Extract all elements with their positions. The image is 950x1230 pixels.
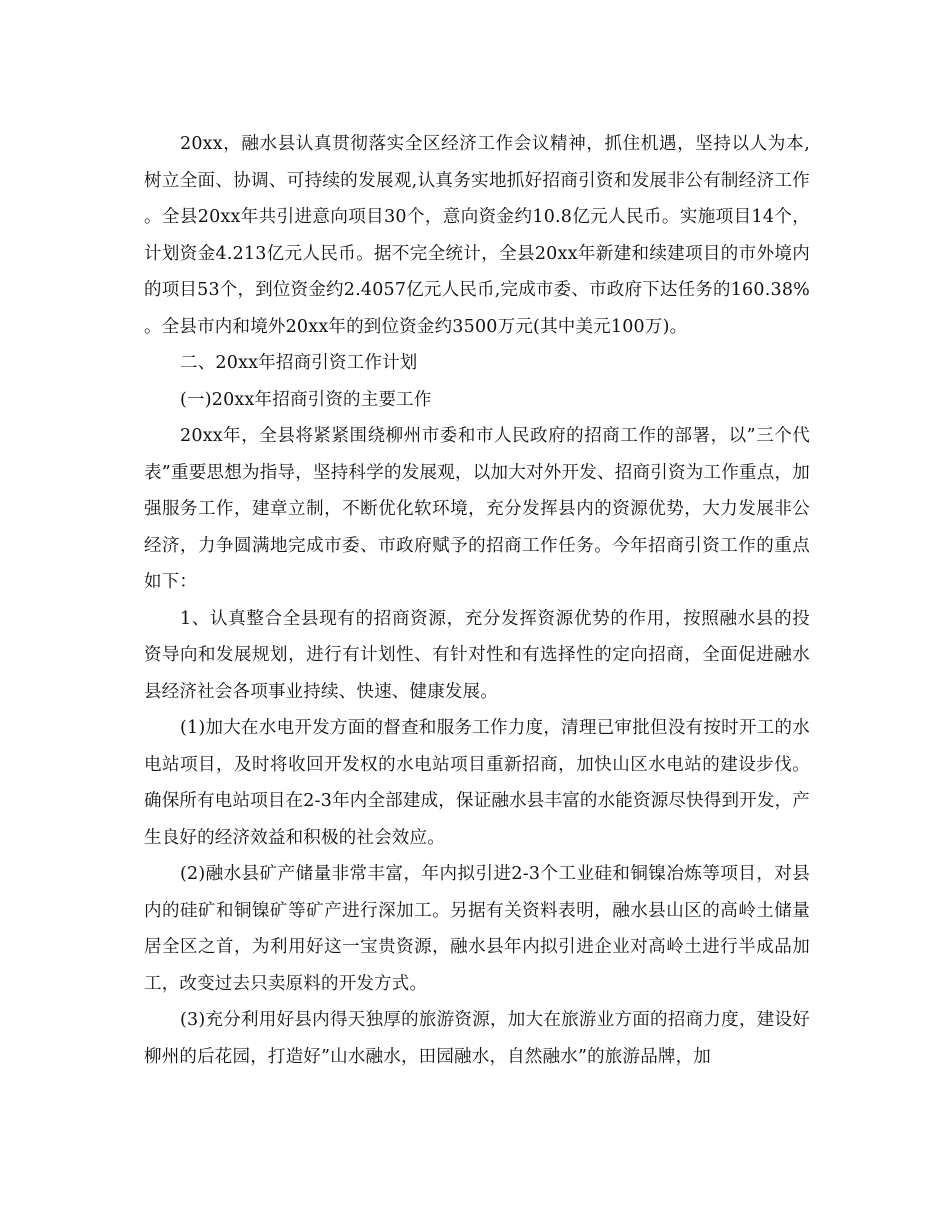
paragraph-summary: 20xx，融水县认真贯彻落实全区经济工作会议精神，抓住机遇，坚持以人为本,树立全面、协调、可持续的发展观,认真务实地抓好招商引资和发展非公有制经济工作。全县20xx年共引进意向项目30个，意向资金约10.8亿元人民币。实施项目14个，计划资金4.213亿元人民币。据不完全统计，全县20xx年新建和续建项目的市外境内的项目53个，到位资金约2.4057亿元人民币,完成市委、市政府下达任务的160.38%。全县市内和境外20xx年的到位资金约3500万元(其中美元100万)。 xyxy=(144,134,810,337)
paragraph-overview: 20xx年，全县将紧紧围绕柳州市委和市人民政府的招商工作的部署，以”三个代表”重要思想为指导，坚持科学的发展观，以加大对外开发、招商引资为工作重点，加强服务工作，建章立制，不断优化软环境，充分发挥县内的资源优势，大力发展非公经济，力争圆满地完成市委、市政府赋予的招商工作任务。今年招商引资工作的重点如下： xyxy=(144,426,810,592)
paragraph-item-1-2: (2)融水县矿产储量非常丰富，年内拟引进2-3个工业硅和铜镍冶炼等项目，对县内的硅矿和铜镍矿等矿产进行深加工。另据有关资料表明，融水县山区的高岭土储量居全区之首，为利用好这一宝贵资源，融水县年内拟引进企业对高岭土进行半成品加工，改变过去只卖原料的开发方式。 xyxy=(144,864,810,994)
paragraph-item-1: 1、认真整合全县现有的招商资源，充分发挥资源优势的作用，按照融水县的投资导向和发展规划，进行有计划性、有针对性和有选择性的定向招商，全面促进融水县经济社会各项事业持续、快速、健康发展。 xyxy=(144,608,810,702)
paragraph-item-1-3: (3)充分利用好县内得天独厚的旅游资源，加大在旅游业方面的招商力度，建设好柳州的后花园，打造好”山水融水，田园融水，自然融水”的旅游品牌，加 xyxy=(144,1010,810,1067)
subsection-heading-main-work: (一)20xx年招商引资的主要工作 xyxy=(180,389,432,410)
document-page xyxy=(144,126,810,1075)
paragraph-item-1-1: (1)加大在水电开发方面的督查和服务工作力度，清理已审批但没有按时开工的水电站项目，及时将收回开发权的水电站项目重新招商，加快山区水电站的建设步伐。确保所有电站项目在2-3年内全部建成，保证融水县丰富的水能资源尽快得到开发，产生良好的经济效益和积极的社会效应。 xyxy=(144,718,810,848)
section-heading-plan: 二、20xx年招商引资工作计划 xyxy=(180,353,418,373)
